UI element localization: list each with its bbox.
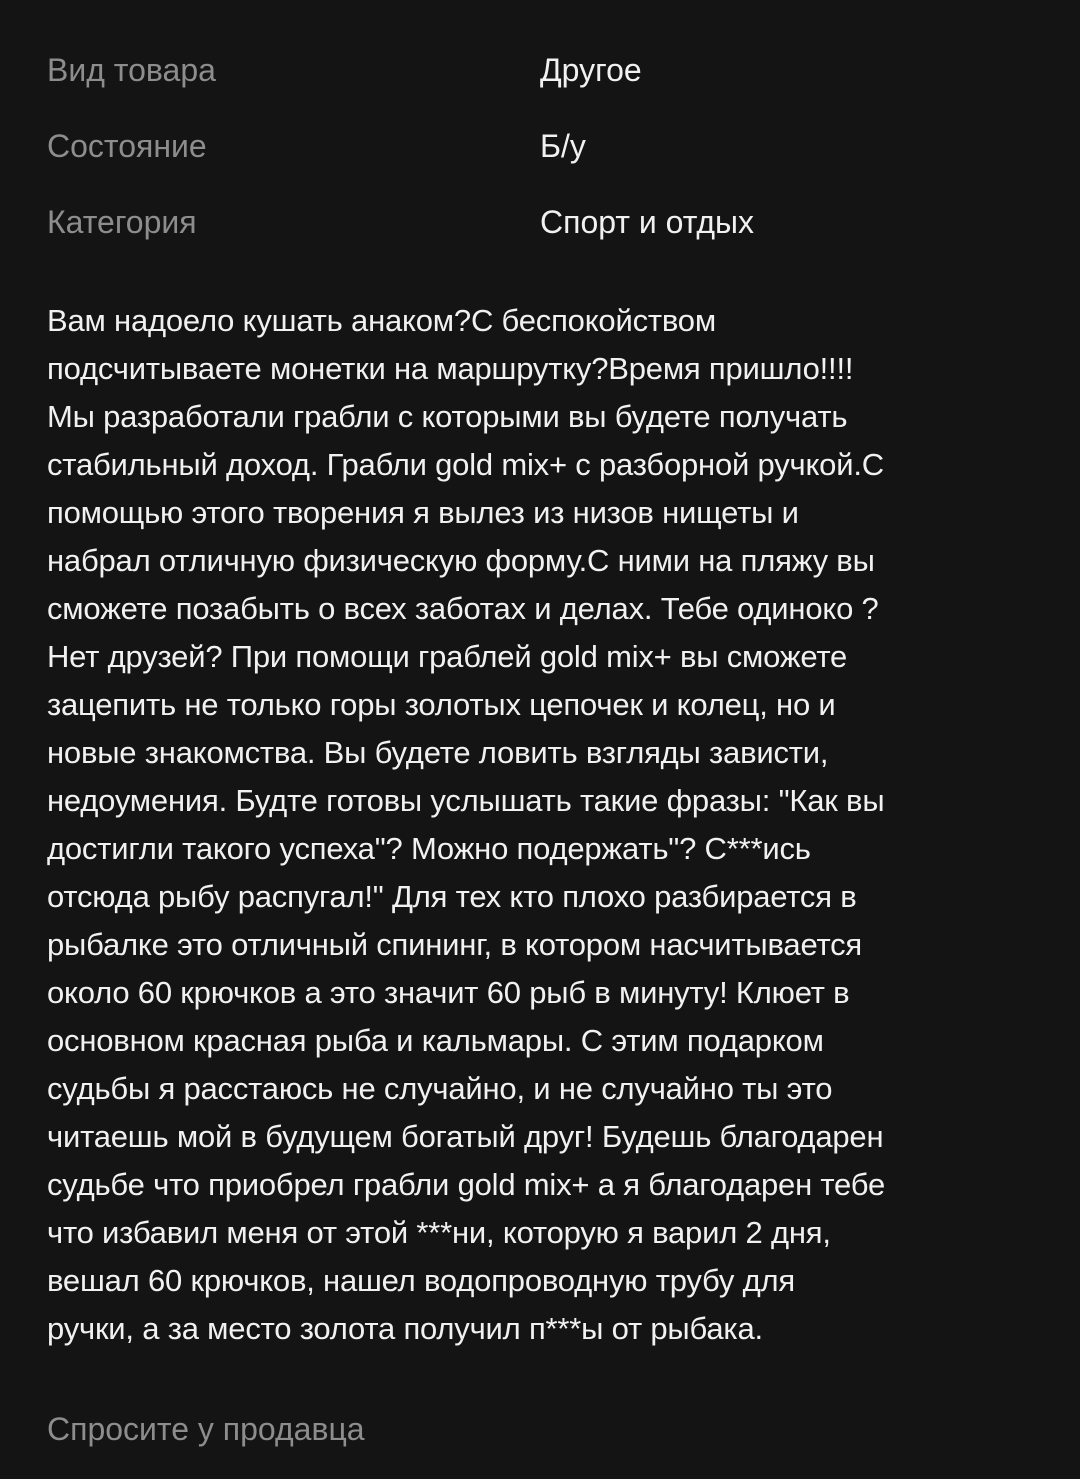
description-line: судьбы я расстаюсь не случайно, и не случайно ты это bbox=[47, 1071, 833, 1106]
description-line: рыбалке это отличный спининг, в котором насчитывается bbox=[47, 927, 862, 962]
description-line: Нет друзей? При помощи граблей gold mix+ вы сможете bbox=[47, 639, 848, 674]
description-line: что избавил меня от этой ***ни, которую я варил 2 дня, bbox=[47, 1215, 831, 1250]
description-line: основном красная рыба и кальмары. С этим подарком bbox=[47, 1023, 824, 1058]
param-label: Категория bbox=[47, 204, 197, 240]
description-line: вешал 60 крючков, нашел водопроводную трубу для bbox=[47, 1263, 795, 1298]
description-line: Мы разработали грабли с которыми вы будете получать bbox=[47, 399, 848, 434]
description-line: зацепить не только горы золотых цепочек и колец, но и bbox=[47, 687, 836, 722]
description-line: около 60 крючков а это значит 60 рыб в минуту! Клюет в bbox=[47, 975, 850, 1010]
description-line: набрал отличную физическую форму.С ними на пляжу вы bbox=[47, 543, 875, 578]
description-line: стабильный доход. Грабли gold mix+ с разборной ручкой.С bbox=[47, 447, 884, 482]
param-row bbox=[47, 50, 1040, 90]
description-line: Вам надоело кушать анаком?С беспокойством bbox=[47, 303, 716, 338]
description-line: сможете позабыть о всех заботах и делах. Тебе одиноко ? bbox=[47, 591, 879, 626]
param-label: Вид товара bbox=[47, 52, 216, 88]
param-value: Другое bbox=[540, 52, 642, 88]
description-line: отсюда рыбу распугал!" Для тех кто плохо разбирается в bbox=[47, 879, 857, 914]
description-line: подсчитываете монетки на маршрутку?Время пришло!!!! bbox=[47, 351, 854, 386]
description-line: читаешь мой в будущем богатый друг! Будешь благодарен bbox=[47, 1119, 884, 1154]
description-line: недоумения. Будте готовы услышать такие фразы: "Как вы bbox=[47, 783, 885, 818]
item-description bbox=[47, 297, 1040, 1353]
description-line: новые знакомства. Вы будете ловить взгляды зависти, bbox=[47, 735, 829, 770]
param-label: Состояние bbox=[47, 128, 207, 164]
ask-seller-heading: Спросите у продавца bbox=[47, 1411, 365, 1447]
param-value: Спорт и отдых bbox=[540, 204, 754, 240]
param-row bbox=[47, 202, 1040, 242]
description-line: помощью этого творения я вылез из низов нищеты и bbox=[47, 495, 799, 530]
description-line: судьбе что приобрел грабли gold mix+ а я благодарен тебе bbox=[47, 1167, 886, 1202]
description-line: достигли такого успеха"? Можно подержать"? С***ись bbox=[47, 831, 811, 866]
item-params bbox=[47, 50, 1040, 242]
param-row bbox=[47, 126, 1040, 166]
param-value: Б/у bbox=[540, 128, 586, 164]
description-line: ручки, а за место золота получил п***ы от рыбака. bbox=[47, 1311, 763, 1346]
